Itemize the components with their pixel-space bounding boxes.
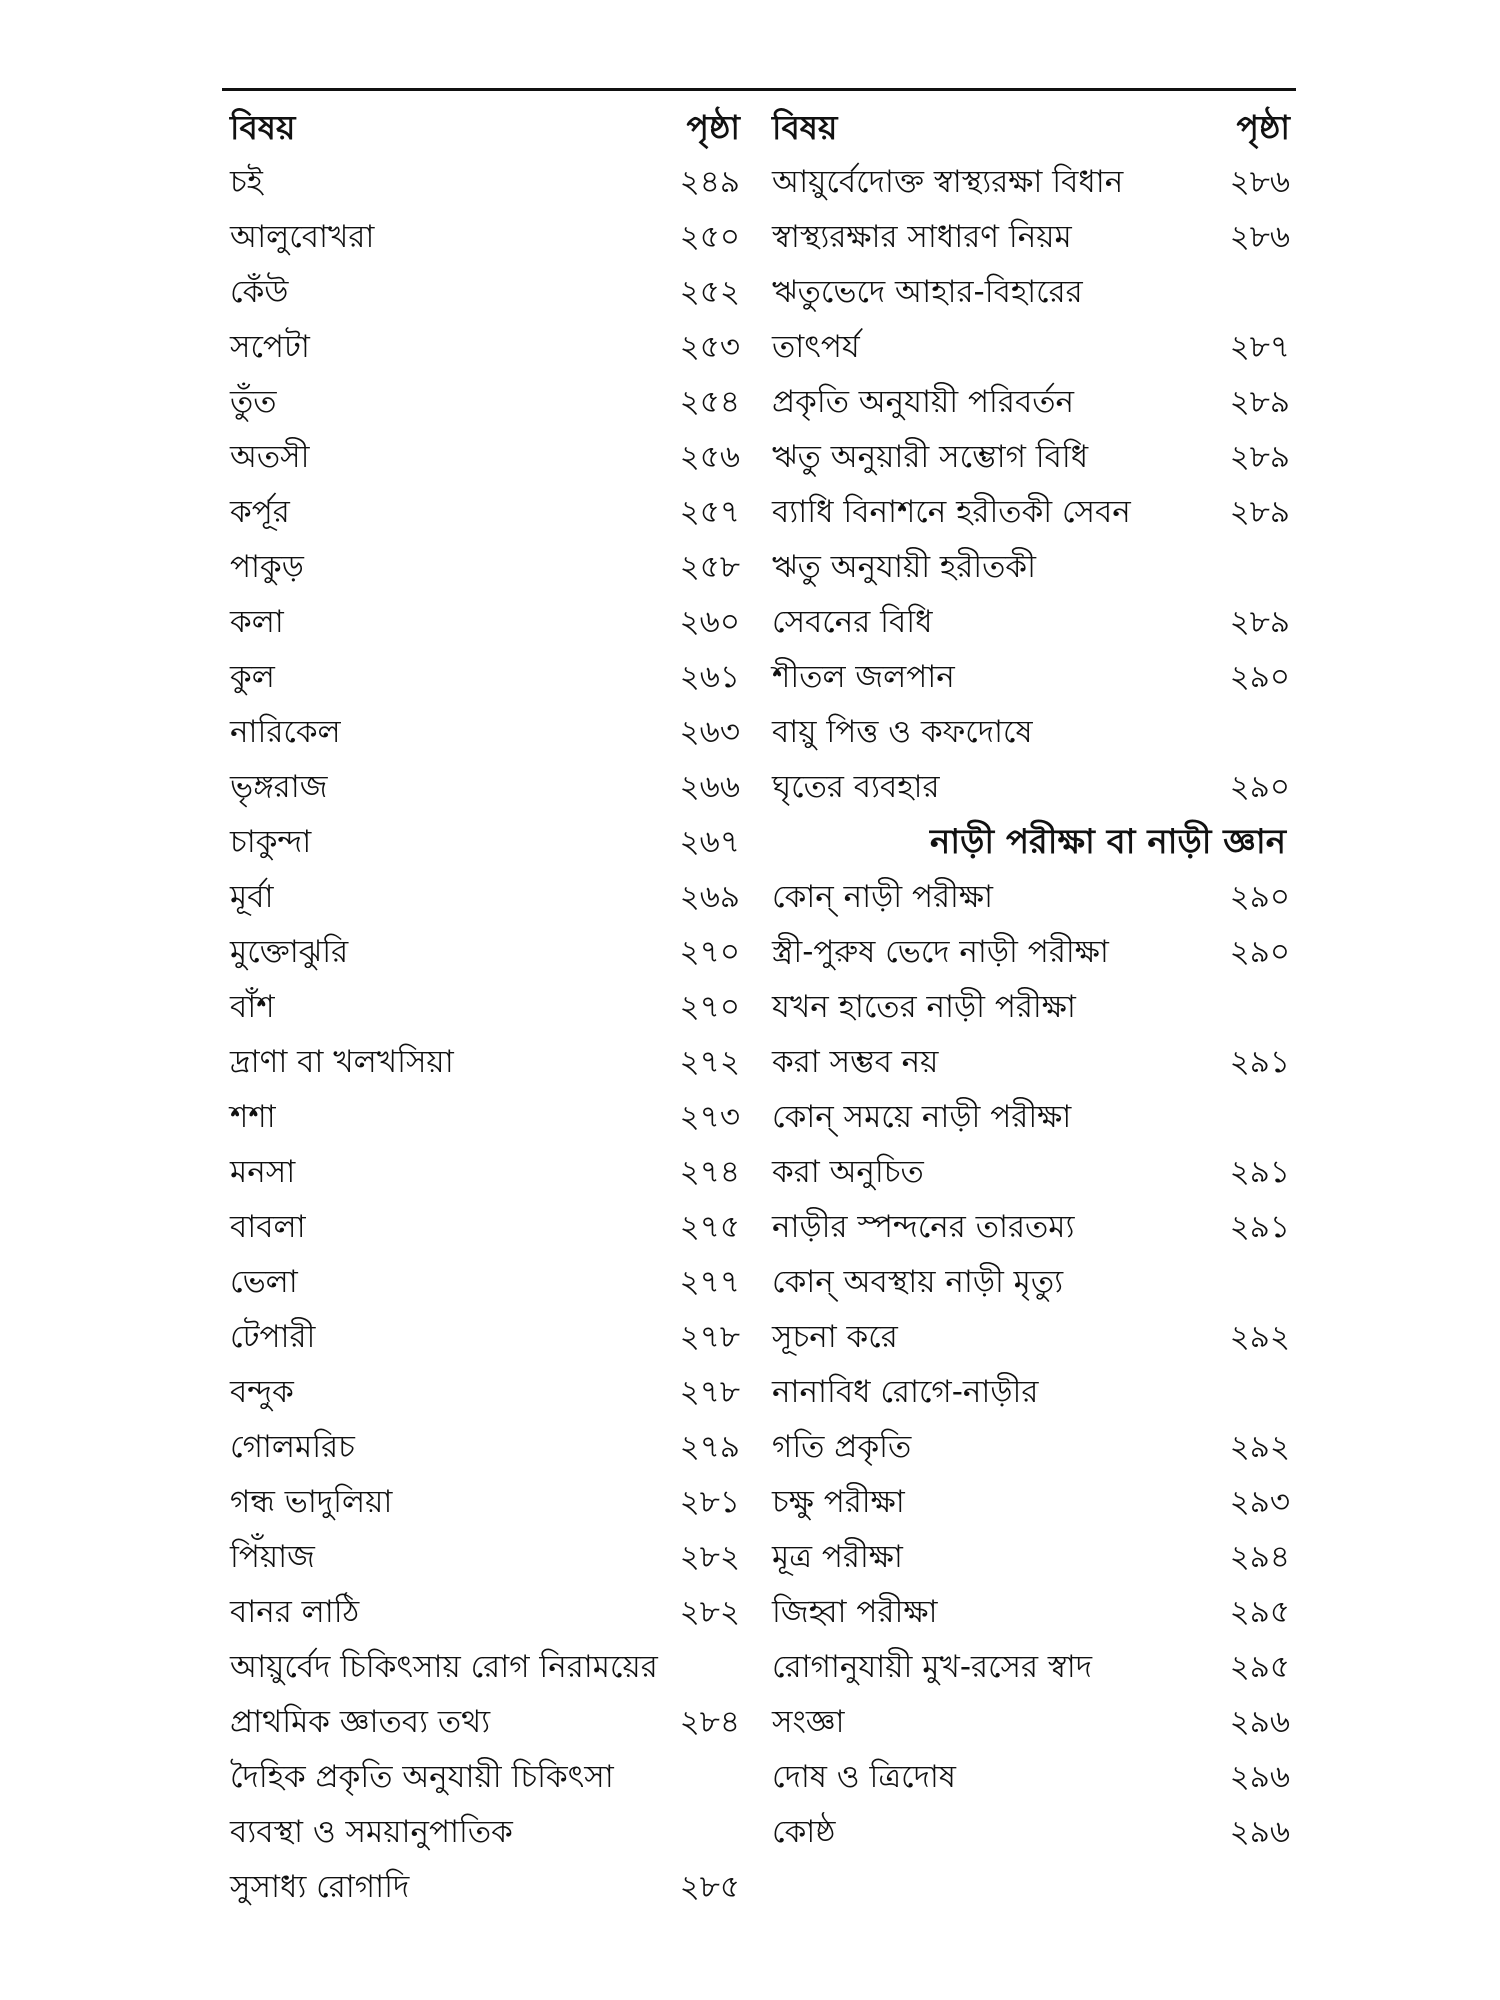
entry-title: ভৃঙ্গরাজ [230, 769, 328, 805]
entry-title: বাঁশ [230, 989, 275, 1025]
entry-page-number: ২৭৪ [679, 1154, 740, 1190]
toc-entry [230, 650, 740, 705]
entry-title: রোগানুযায়ী মুখ-রসের স্বাদ [772, 1649, 1093, 1685]
entry-title: মূত্র পরীক্ষা [772, 1539, 903, 1575]
toc-entry [772, 760, 1290, 815]
entry-title: দ্রাণা বা খলখসিয়া [230, 1044, 454, 1080]
entry-page-number: ২৭২ [679, 1044, 740, 1080]
entry-title: গোলমরিচ [230, 1429, 355, 1465]
entry-page-number: ২৫৪ [679, 384, 740, 420]
entry-page-number: ২৫৭ [679, 494, 740, 530]
toc-entry [772, 430, 1290, 485]
entry-title: করা সম্ভব নয় [772, 1044, 939, 1080]
entry-page-number: ২৭৭ [679, 1264, 740, 1300]
section-heading-text: নাড়ী পরীক্ষা বা নাড়ী জ্ঞান [929, 822, 1286, 862]
entry-title: অতসী [230, 439, 310, 475]
entry-title: নারিকেল [230, 714, 341, 750]
entry-title: ব্যবস্থা ও সময়ানুপাতিক [230, 1814, 513, 1850]
entry-page-number: ২৮১ [679, 1484, 740, 1520]
entry-title: সুসাধ্য রোগাদি [230, 1869, 410, 1905]
entry-title: ঋতুভেদে আহার-বিহারের [772, 274, 1083, 310]
toc-entry [772, 1475, 1290, 1530]
entry-title: কর্পূর [230, 494, 290, 530]
entry-page-number: ২৫৮ [679, 549, 740, 585]
entry-page-number: ২৮৫ [679, 1869, 740, 1905]
entry-page-number: ২৭৩ [679, 1099, 740, 1135]
toc-entry [772, 485, 1290, 540]
toc-entry [772, 1200, 1290, 1255]
toc-entry [230, 430, 740, 485]
entry-title: ঘৃতের ব্যবহার [772, 769, 940, 805]
entry-page-number: ২৮৪ [679, 1704, 740, 1740]
entry-page-number: ২৮৯ [1229, 384, 1290, 420]
toc-entry [772, 1310, 1290, 1365]
entry-title: করা অনুচিত [772, 1154, 924, 1190]
entry-page-number: ২৯০ [1229, 769, 1290, 805]
entry-title: কেঁউ [230, 274, 289, 310]
column-header [772, 100, 1290, 155]
entry-page-number: ২৯১ [1229, 1154, 1290, 1190]
entry-title: মনসা [230, 1154, 296, 1190]
entry-title: দৈহিক প্রকৃতি অনুযায়ী চিকিৎসা [230, 1759, 614, 1795]
entry-title: কোন্ নাড়ী পরীক্ষা [772, 879, 994, 915]
entry-page-number: ২৮৯ [1229, 439, 1290, 475]
entry-page-number: ২৯৩ [1229, 1484, 1290, 1520]
toc-entry [230, 1310, 740, 1365]
toc-entry [230, 1805, 740, 1860]
entry-title: গন্ধ ভাদুলিয়া [230, 1484, 393, 1520]
toc-entry [230, 1035, 740, 1090]
toc-entry [230, 815, 740, 870]
entry-page-number: ২৬৯ [679, 879, 740, 915]
entry-title: চক্ষু পরীক্ষা [772, 1484, 905, 1520]
entry-title: স্ত্রী-পুরুষ ভেদে নাড়ী পরীক্ষা [772, 934, 1109, 970]
toc-entry [230, 265, 740, 320]
toc-entry [772, 1530, 1290, 1585]
toc-entry [230, 595, 740, 650]
toc-entry [772, 320, 1290, 375]
entry-page-number: ২৮৬ [1229, 219, 1290, 255]
entry-title: শশা [230, 1099, 276, 1135]
toc-entry [230, 870, 740, 925]
entry-page-number: ২৪৯ [679, 164, 740, 200]
entry-page-number: ২৯২ [1229, 1429, 1290, 1465]
toc-entry [230, 1200, 740, 1255]
toc-entry [230, 925, 740, 980]
toc-entry [772, 595, 1290, 650]
entry-title: প্রকৃতি অনুযায়ী পরিবর্তন [772, 384, 1074, 420]
entry-title: প্রাথমিক জ্ঞাতব্য তথ্য [230, 1704, 491, 1740]
entry-title: চই [230, 164, 263, 200]
entry-title: কুল [230, 659, 275, 695]
section-heading [772, 815, 1290, 870]
entry-page-number: ২৬৩ [679, 714, 740, 750]
toc-entry [772, 650, 1290, 705]
entry-title: সপেটা [230, 329, 310, 365]
toc-entry [230, 1255, 740, 1310]
entry-title: জিহ্বা পরীক্ষা [772, 1594, 938, 1630]
toc-entry [772, 1035, 1290, 1090]
entry-title: আয়ুর্বেদ চিকিৎসায় রোগ নিরাময়ের [230, 1649, 658, 1685]
entry-title: স্বাস্থ্যরক্ষার সাধারণ নিয়ম [772, 219, 1072, 255]
entry-page-number: ২৮৬ [1229, 164, 1290, 200]
toc-entry [230, 1695, 740, 1750]
entry-title: সূচনা করে [772, 1319, 898, 1355]
toc-entry [772, 1090, 1290, 1145]
entry-title: চাকুন্দা [230, 824, 312, 860]
entry-title: সেবনের বিধি [772, 604, 933, 640]
entry-page-number: ২৯১ [1229, 1209, 1290, 1245]
entry-page-number: ২৭০ [679, 989, 740, 1025]
toc-entry [230, 1530, 740, 1585]
entry-page-number: ২৯৬ [1229, 1759, 1290, 1795]
toc-entry [230, 540, 740, 595]
entry-page-number: ২৫৩ [679, 329, 740, 365]
entry-title: দোষ ও ত্রিদোষ [772, 1759, 956, 1795]
toc-entry [772, 1640, 1290, 1695]
entry-title: কোন্ সময়ে নাড়ী পরীক্ষা [772, 1099, 1072, 1135]
toc-entry [772, 1695, 1290, 1750]
entry-title: ভেলা [230, 1264, 298, 1300]
toc-entry [772, 1365, 1290, 1420]
header-page: পৃষ্ঠা [1236, 108, 1290, 147]
entry-title: বাবলা [230, 1209, 306, 1245]
toc-entry [230, 980, 740, 1035]
entry-page-number: ২৯৫ [1229, 1594, 1290, 1630]
entry-title: আয়ুর্বেদোক্ত স্বাস্থ্যরক্ষা বিধান [772, 164, 1124, 200]
entry-page-number: ২৯১ [1229, 1044, 1290, 1080]
toc-entry [230, 1750, 740, 1805]
toc-entry [772, 870, 1290, 925]
toc-entry [230, 1365, 740, 1420]
entry-page-number: ২৬১ [679, 659, 740, 695]
entry-page-number: ২৮৯ [1229, 494, 1290, 530]
toc-entry [772, 265, 1290, 320]
toc-entry [230, 1420, 740, 1475]
entry-title: কলা [230, 604, 284, 640]
entry-title: তুঁত [230, 384, 277, 420]
header-page: পৃষ্ঠা [686, 108, 740, 147]
toc-entry [230, 1640, 740, 1695]
entry-title: কোষ্ঠ [772, 1814, 836, 1850]
entry-page-number: ২৯৫ [1229, 1649, 1290, 1685]
column-header [230, 100, 740, 155]
entry-title: পাকুড় [230, 549, 304, 585]
toc-entry [772, 925, 1290, 980]
entry-page-number: ২৯০ [1229, 934, 1290, 970]
entry-title: যখন হাতের নাড়ী পরীক্ষা [772, 989, 1076, 1025]
toc-entry [772, 1585, 1290, 1640]
toc-entry [772, 210, 1290, 265]
entry-page-number: ২৮২ [679, 1539, 740, 1575]
entry-page-number: ২৯৬ [1229, 1704, 1290, 1740]
toc-entry [230, 1475, 740, 1530]
toc-column-right [772, 100, 1290, 1860]
entry-page-number: ২৫৬ [679, 439, 740, 475]
entry-page-number: ২৯৪ [1229, 1539, 1290, 1575]
toc-entry [230, 375, 740, 430]
entry-title: মুক্তোঝুরি [230, 934, 349, 970]
entry-page-number: ২৬০ [679, 604, 740, 640]
entry-page-number: ২৯৬ [1229, 1814, 1290, 1850]
toc-entry [772, 705, 1290, 760]
entry-title: ঋতু অনুযায়ী হরীতকী [772, 549, 1036, 585]
toc-column-left [230, 100, 740, 1915]
entry-page-number: ২৭৮ [679, 1319, 740, 1355]
toc-entry [230, 210, 740, 265]
entry-page-number: ২৯২ [1229, 1319, 1290, 1355]
toc-entry [230, 320, 740, 375]
entry-title: আলুবোখরা [230, 219, 375, 255]
entry-page-number: ২৭০ [679, 934, 740, 970]
toc-entry [772, 155, 1290, 210]
header-subject: বিষয় [230, 108, 296, 147]
toc-entry [230, 705, 740, 760]
toc-entry [772, 1255, 1290, 1310]
entry-page-number: ২৬৭ [679, 824, 740, 860]
entry-title: শীতল জলপান [772, 659, 955, 695]
entry-page-number: ২৭৯ [679, 1429, 740, 1465]
entry-title: কোন্ অবস্থায় নাড়ী মৃত্যু [772, 1264, 1064, 1300]
toc-entry [230, 155, 740, 210]
toc-entry [772, 1145, 1290, 1200]
entry-title: নাড়ীর স্পন্দনের তারতম্য [772, 1209, 1075, 1245]
entry-title: নানাবিধ রোগে-নাড়ীর [772, 1374, 1039, 1410]
entry-page-number: ২৮৯ [1229, 604, 1290, 640]
entry-title: টেপারী [230, 1319, 316, 1355]
entry-title: ব্যাধি বিনাশনে হরীতকী সেবন [772, 494, 1131, 530]
toc-entry [772, 1805, 1290, 1860]
entry-page-number: ২৯০ [1229, 879, 1290, 915]
toc-entry [772, 980, 1290, 1035]
toc-entry [230, 760, 740, 815]
entry-page-number: ২৫২ [679, 274, 740, 310]
toc-entry [772, 375, 1290, 430]
top-rule [222, 88, 1296, 91]
entry-title: বায়ু পিত্ত ও কফদোষে [772, 714, 1033, 750]
header-subject: বিষয় [772, 108, 838, 147]
entry-page-number: ২৭৫ [679, 1209, 740, 1245]
entry-page-number: ২৮২ [679, 1594, 740, 1630]
entry-page-number: ২৭৮ [679, 1374, 740, 1410]
entry-page-number: ২৯০ [1229, 659, 1290, 695]
toc-entry [772, 540, 1290, 595]
toc-entry [230, 1145, 740, 1200]
toc-entry [230, 1585, 740, 1640]
entry-title: ঋতু অনুয়ারী সম্ভোগ বিধি [772, 439, 1089, 475]
entry-title: তাৎপর্য [772, 329, 860, 365]
entry-title: গতি প্রকৃতি [772, 1429, 912, 1465]
entry-page-number: ২৫০ [679, 219, 740, 255]
entry-title: বন্দুক [230, 1374, 294, 1410]
toc-entry [772, 1420, 1290, 1475]
entry-title: সংজ্ঞা [772, 1704, 845, 1740]
toc-entry [230, 485, 740, 540]
toc-entry [772, 1750, 1290, 1805]
toc-entry [230, 1860, 740, 1915]
entry-page-number: ২৬৬ [679, 769, 740, 805]
entry-page-number: ২৮৭ [1229, 329, 1290, 365]
entry-title: মূর্বা [230, 879, 274, 915]
entry-title: বানর লাঠি [230, 1594, 360, 1630]
toc-entry [230, 1090, 740, 1145]
entry-title: পিঁয়াজ [230, 1539, 315, 1575]
